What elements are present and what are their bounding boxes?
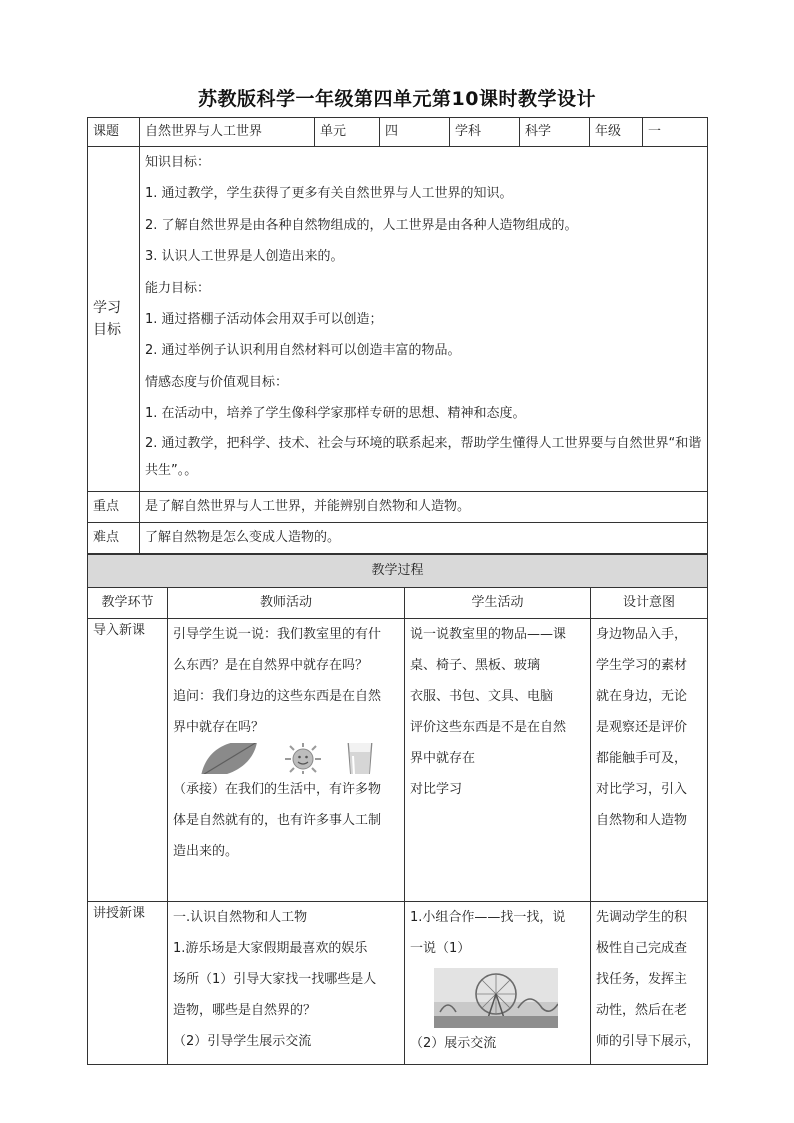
design-intent-cell — [591, 619, 708, 902]
objective-line: 1. 通过搭棚子活动体会用双手可以创造； — [145, 311, 383, 327]
grade-label: 年级 — [590, 118, 643, 147]
text-line: 追问：我们身边的这些东西是在自然 — [173, 689, 382, 704]
text-line: 是观察还是评价 — [596, 720, 688, 735]
text-line: 1.游乐场是大家假期最喜欢的娱乐 — [173, 941, 368, 956]
text-line: 1.小组合作——找一找，说 — [410, 910, 566, 925]
objective-line: 知识目标： — [145, 155, 211, 170]
subject-label: 学科 — [450, 118, 520, 147]
stage-cell: 讲授新课 — [88, 902, 168, 1065]
sun-icon — [283, 743, 323, 774]
teacher-activity-cell — [168, 902, 405, 1065]
student-activity-cell — [405, 619, 591, 902]
topic-label: 课题 — [88, 118, 140, 147]
text-line: 场所（1）引导大家找一找哪些是人 — [173, 972, 377, 987]
header-row — [88, 118, 708, 147]
water-glass-icon — [345, 743, 375, 774]
column-header: 设计意图 — [591, 588, 708, 619]
column-header: 教学环节 — [88, 588, 168, 619]
objective-line: 1. 在活动中，培养了学生像科学家那样专研的思想、精神和态度。 — [145, 406, 526, 422]
document-title: 苏教版科学一年级第四单元第10课时教学设计 — [198, 88, 596, 110]
leaf-icon — [197, 743, 261, 774]
text-line: 找任务，发挥主 — [596, 972, 688, 987]
lesson-info-table — [87, 117, 708, 554]
text-line: 极性自己完成查 — [596, 941, 688, 956]
text-line: 学生学习的素材 — [596, 658, 688, 673]
text-line: 造出来的。 — [173, 844, 239, 859]
process-row-intro — [88, 619, 708, 902]
topic-value: 自然世界与人工世界 — [140, 118, 315, 147]
text-line: 么东西？是在自然界中就存在吗？ — [173, 658, 369, 673]
objective-line: 2. 了解自然世界是由各种自然物组成的，人工世界是由各种人造物组成的。 — [145, 217, 578, 233]
objectives-content — [140, 147, 708, 492]
text-line: 体是自然就有的，也有许多事人工制 — [173, 813, 382, 828]
objective-line: 1. 通过教学，学生获得了更多有关自然世界与人工世界的知识。 — [145, 186, 513, 202]
text-line: 衣服、书包、文具、电脑 — [410, 689, 554, 704]
text-line: 界中就存在 — [410, 751, 476, 766]
text-line: 就在身边，无论 — [596, 689, 688, 704]
unit-label: 单元 — [315, 118, 380, 147]
objectives-label: 学习 目标 — [88, 147, 140, 492]
text-line: 对比学习，引入 — [596, 782, 688, 797]
objective-line: 情感态度与价值观目标： — [145, 374, 289, 390]
grade-value: 一 — [643, 118, 708, 147]
unit-value: 四 — [380, 118, 450, 147]
process-heading: 教学过程 — [88, 555, 708, 588]
text-line: 桌、椅子、黑板、玻璃 — [410, 658, 541, 673]
text-line: 造物，哪些是自然界的？ — [173, 1003, 317, 1018]
objective-line: 3. 认识人工世界是人创造出来的。 — [145, 249, 344, 265]
student-activity-cell — [405, 902, 591, 1065]
text-line: 师的引导下展示， — [596, 1034, 701, 1049]
objective-line: 能力目标： — [145, 280, 211, 296]
key-point-label: 重点 — [88, 492, 140, 523]
amusement-park-photo — [434, 968, 558, 1028]
text-line: 都能触手可及， — [596, 751, 688, 766]
text-line: 引导学生说一说：我们教室里的有什 — [173, 627, 382, 642]
process-heading-row — [88, 555, 708, 588]
illustration-row — [173, 743, 399, 774]
key-point-row — [88, 492, 708, 523]
objectives-row — [88, 147, 708, 492]
text-line: 动性，然后在老 — [596, 1003, 688, 1018]
text-line: 自然物和人造物 — [596, 813, 688, 828]
text-line: 对比学习 — [410, 782, 463, 797]
process-columns-row — [88, 588, 708, 619]
stage-cell: 导入新课 — [88, 619, 168, 902]
difficulty-row — [88, 523, 708, 554]
text-line: 一说（1） — [410, 941, 471, 956]
design-intent-cell — [591, 902, 708, 1065]
teaching-process-table — [87, 554, 708, 1065]
text-line: （承接）在我们的生活中，有许多物 — [173, 782, 382, 797]
objective-line: 2. 通过教学，把科学、技术、社会与环境的联系起来，帮助学生懂得人工世界要与自然世界“和谐共生”。。 — [145, 435, 702, 478]
difficulty-label: 难点 — [88, 523, 140, 554]
difficulty-value: 了解自然物是怎么变成人造物的。 — [140, 523, 708, 554]
process-row-lecture — [88, 902, 708, 1065]
teacher-activity-cell — [168, 619, 405, 902]
text-line: 一.认识自然物和人工物 — [173, 910, 308, 925]
key-point-value: 是了解自然世界与人工世界，并能辨别自然物和人造物。 — [140, 492, 708, 523]
text-line: 界中就存在吗？ — [173, 720, 265, 735]
text-line: （2）展示交流 — [410, 1036, 497, 1051]
text-line: 说一说教室里的物品——课 — [410, 627, 567, 642]
text-line: （2）引导学生展示交流 — [173, 1034, 312, 1049]
text-line: 先调动学生的积 — [596, 910, 688, 925]
text-line: 身边物品入手， — [596, 627, 688, 642]
subject-value: 科学 — [520, 118, 590, 147]
objective-line: 2. 通过举例子认识利用自然材料可以创造丰富的物品。 — [145, 343, 461, 359]
text-line: 评价这些东西是不是在自然 — [410, 720, 567, 735]
column-header: 学生活动 — [405, 588, 591, 619]
column-header: 教师活动 — [168, 588, 405, 619]
